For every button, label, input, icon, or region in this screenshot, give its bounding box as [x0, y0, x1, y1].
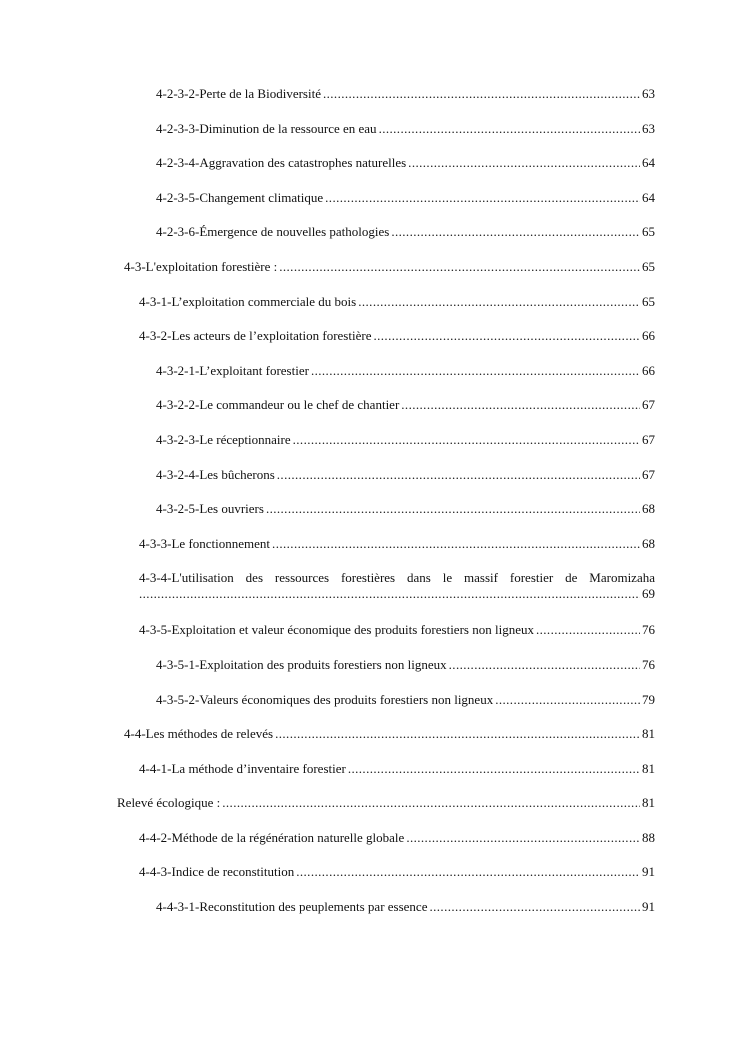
toc-entry-title: 4-3-5-1-Exploitation des produits forestiers non ligneux [156, 656, 447, 672]
toc-entry-page: 65 [642, 224, 655, 240]
toc-entry-title: Relevé écologique : [117, 795, 221, 811]
toc-entry-title: 4-3-5-2-Valeurs économiques des produits forestiers non ligneux [156, 691, 494, 707]
toc-entry-page: 67 [642, 431, 655, 447]
dot-leader [373, 328, 640, 344]
toc-entry-title: 4-4-Les méthodes de relevés [124, 726, 274, 742]
toc-entry[interactable] [0, 830, 745, 865]
toc-entry-title: 4-3-2-3-Le réceptionnaire [156, 431, 291, 447]
dot-leader [277, 467, 640, 483]
dot-leader [408, 155, 640, 171]
toc-entry-title: 4-3-L'exploitation forestière : [124, 258, 278, 274]
toc-entry-title: 4-3-2-1-L’exploitant forestier [156, 362, 309, 378]
toc-entry-page: 91 [642, 864, 655, 880]
dot-leader [379, 121, 640, 137]
toc-entry[interactable] [0, 190, 745, 225]
toc-entry-title: 4-3-5-Exploitation et valeur économique des produits forestiers non ligneux [139, 622, 534, 638]
toc-entry-title: 4-3-3-Le fonctionnement [139, 535, 271, 551]
dot-leader [275, 726, 640, 742]
toc-entry-title: 4-3-2-5-Les ouvriers [156, 501, 264, 517]
toc-entry[interactable] [0, 467, 745, 502]
dot-leader [495, 692, 640, 708]
dot-leader [311, 363, 640, 379]
toc-entry-page: 65 [642, 293, 655, 309]
toc-entry-title: 4-3-2-Les acteurs de l’exploitation forestière [139, 328, 372, 344]
dot-leader [296, 864, 640, 880]
dot-leader [391, 224, 640, 240]
toc-entry-page: 88 [642, 829, 655, 845]
toc-entry-title: 4-2-3-6-Émergence de nouvelles pathologies [156, 224, 390, 240]
toc-entry[interactable] [0, 86, 745, 121]
toc-entry-title: 4-3-1-L’exploitation commerciale du bois [139, 293, 357, 309]
dot-leader [323, 86, 640, 102]
toc-entry[interactable] [0, 761, 745, 796]
toc-entry-page: 79 [642, 691, 655, 707]
toc-entry[interactable] [0, 622, 745, 657]
toc-entry[interactable] [0, 397, 745, 432]
toc-entry-title: 4-3-4-L'utilisation des ressources forestières dans le massif forestier de Maromizaha [139, 570, 655, 586]
table-of-contents [0, 86, 745, 934]
toc-entry-title: 4-2-3-2-Perte de la Biodiversité [156, 86, 321, 101]
toc-entry-page: 91 [642, 899, 655, 915]
toc-entry-page: 76 [642, 656, 655, 672]
toc-entry[interactable] [0, 328, 745, 363]
toc-entry-page: 68 [642, 535, 655, 551]
toc-entry[interactable] [0, 155, 745, 190]
toc-entry-page: 68 [642, 501, 655, 517]
toc-entry-title: 4-2-3-3-Diminution de la ressource en eau [156, 120, 377, 136]
toc-entry[interactable] [0, 726, 745, 761]
toc-entry-page: 67 [642, 466, 655, 482]
toc-entry[interactable] [0, 121, 745, 156]
dot-leader [348, 761, 640, 777]
toc-entry[interactable] [0, 294, 745, 329]
toc-entry-page: 81 [642, 795, 655, 811]
dot-leader [266, 501, 640, 517]
dot-leader [139, 586, 640, 602]
toc-entry-page: 81 [642, 760, 655, 776]
toc-entry[interactable] [0, 899, 745, 934]
toc-entry-title: 4-2-3-4-Aggravation des catastrophes naturelles [156, 155, 407, 171]
dot-leader [272, 536, 640, 552]
toc-entry-title: 4-3-2-2-Le commandeur ou le chef de chantier [156, 397, 400, 413]
toc-entry[interactable] [0, 795, 745, 830]
toc-entry-title: 4-2-3-5-Changement climatique [156, 189, 324, 205]
toc-entry[interactable] [0, 259, 745, 294]
toc-entry[interactable] [0, 570, 745, 622]
dot-leader [222, 795, 640, 811]
toc-entry-title: 4-4-1-La méthode d’inventaire forestier [139, 760, 346, 776]
dot-leader [406, 830, 640, 846]
toc-entry-page: 63 [642, 120, 655, 136]
toc-entry-page: 64 [642, 189, 655, 205]
dot-leader [325, 190, 640, 206]
toc-entry-title: 4-4-3-1-Reconstitution des peuplements par essence [156, 899, 428, 915]
dot-leader [358, 294, 640, 310]
toc-entry[interactable] [0, 224, 745, 259]
toc-entry[interactable] [0, 536, 745, 571]
toc-entry[interactable] [0, 432, 745, 467]
toc-entry[interactable] [0, 657, 745, 692]
toc-entry-page: 64 [642, 155, 655, 171]
toc-entry-title: 4-4-3-Indice de reconstitution [139, 864, 295, 880]
toc-entry-page: 76 [642, 622, 655, 638]
toc-entry[interactable] [0, 363, 745, 398]
toc-entry-page: 65 [642, 258, 655, 274]
toc-entry[interactable] [0, 692, 745, 727]
toc-entry-page: 69 [642, 586, 655, 602]
dot-leader [536, 622, 640, 638]
dot-leader [429, 899, 640, 915]
toc-entry-page: 66 [642, 362, 655, 378]
dot-leader [293, 432, 640, 448]
toc-entry[interactable] [0, 864, 745, 899]
toc-entry-page: 81 [642, 726, 655, 742]
toc-entry-page: 63 [642, 86, 655, 101]
toc-entry-title: 4-4-2-Méthode de la régénération naturelle globale [139, 829, 405, 845]
dot-leader [401, 397, 640, 413]
dot-leader [279, 259, 640, 275]
toc-entry[interactable] [0, 501, 745, 536]
toc-entry-title: 4-3-2-4-Les bûcherons [156, 466, 275, 482]
toc-entry-page: 67 [642, 397, 655, 413]
dot-leader [449, 657, 640, 673]
toc-entry-page: 66 [642, 328, 655, 344]
